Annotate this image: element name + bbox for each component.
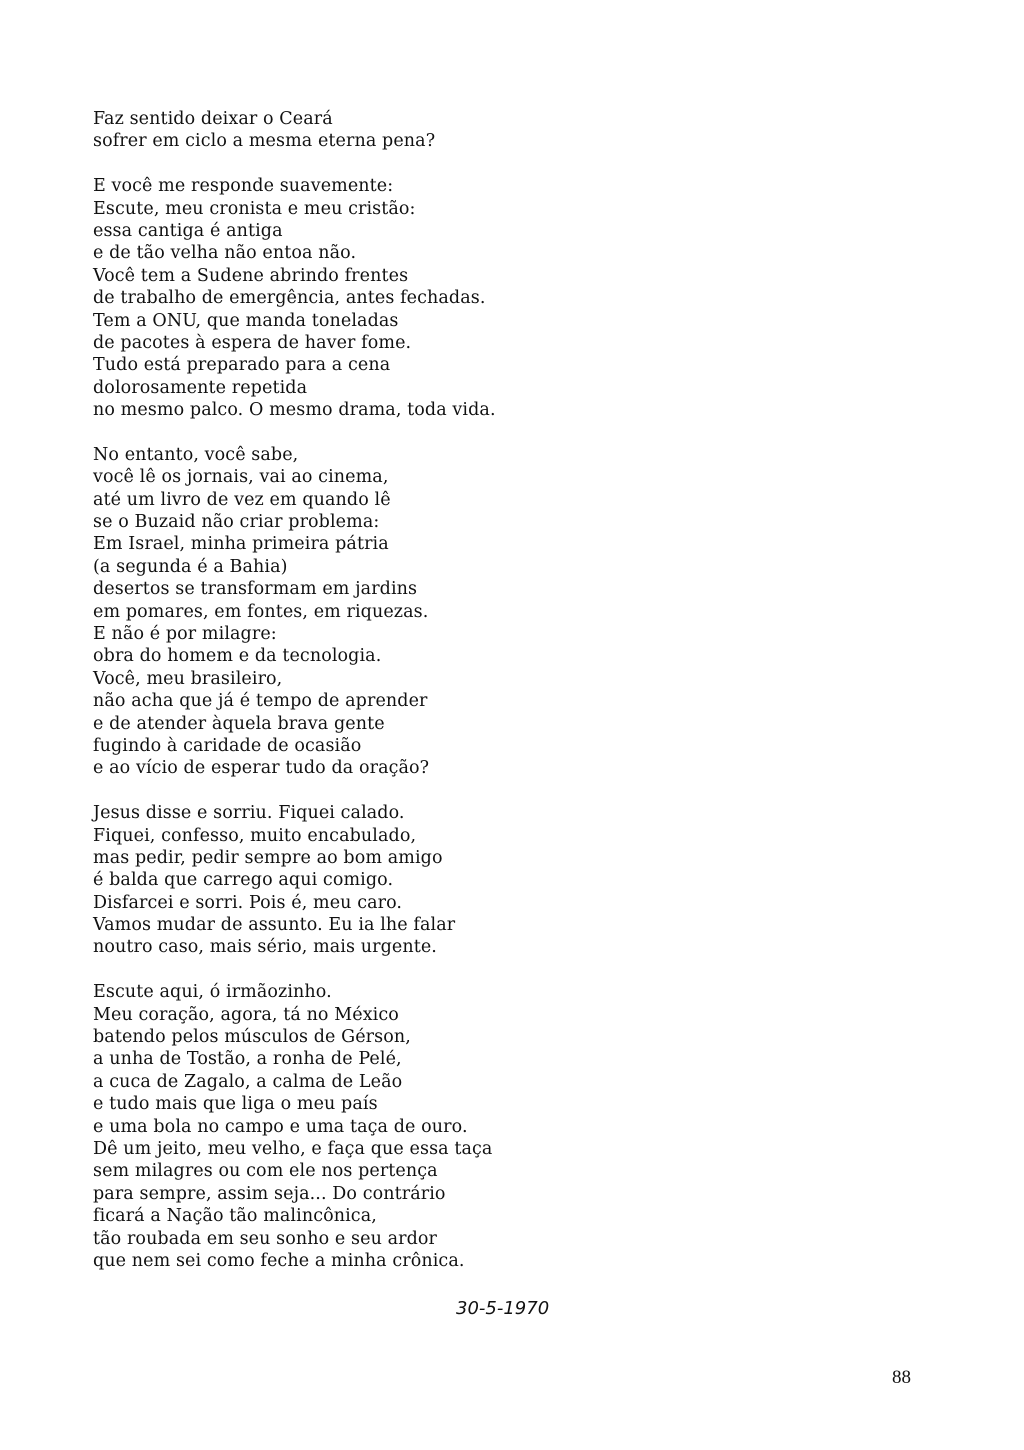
poem-line: Jesus disse e sorriu. Fiquei calado.	[93, 803, 405, 824]
poem-line: batendo pelos músculos de Gérson,	[93, 1027, 411, 1048]
poem-line: a unha de Tostão, a ronha de Pelé,	[93, 1049, 402, 1070]
poem-line: e uma bola no campo e uma taça de ouro.	[93, 1116, 468, 1137]
poem-line: em pomares, em fontes, em riquezas.	[93, 601, 429, 622]
poem-line: Vamos mudar de assunto. Eu ia lhe falar	[93, 915, 456, 936]
poem-line: não acha que já é tempo de aprender	[93, 691, 428, 712]
poem-line: Meu coração, agora, tá no México	[93, 1004, 399, 1025]
poem-line: E você me responde suavemente:	[93, 176, 394, 197]
stanza-2	[93, 175, 793, 421]
poem-line: fugindo à caridade de ocasião	[93, 735, 362, 756]
poem-line: no mesmo palco. O mesmo drama, toda vida.	[93, 400, 496, 421]
stanza-5	[93, 981, 793, 1272]
poem-line: Tudo está preparado para a cena	[93, 355, 391, 376]
poem-line: Em Israel, minha primeira pátria	[93, 534, 389, 555]
stanza-3	[93, 444, 793, 780]
poem-line: se o Buzaid não criar problema:	[93, 512, 380, 533]
poem-line: Dê um jeito, meu velho, e faça que essa taça	[93, 1138, 493, 1159]
poem-line: Você tem a Sudene abrindo frentes	[93, 265, 409, 286]
poem-line: sofrer em ciclo a mesma eterna pena?	[93, 131, 436, 152]
poem-line: Você, meu brasileiro,	[93, 668, 283, 689]
poem-line: e de atender àquela brava gente	[93, 713, 385, 734]
poem-line: noutro caso, mais sério, mais urgente.	[93, 937, 437, 958]
poem-line: sem milagres ou com ele nos pertença	[93, 1161, 438, 1182]
poem-line: e de tão velha não entoa não.	[93, 243, 357, 264]
poem-line: (a segunda é a Bahia)	[93, 556, 288, 577]
poem-line: você lê os jornais, vai ao cinema,	[93, 467, 389, 488]
poem-line: até um livro de vez em quando lê	[93, 489, 391, 510]
poem-line: Fiquei, confesso, muito encabulado,	[93, 825, 417, 846]
poem-line: obra do homem e da tecnologia.	[93, 646, 382, 667]
poem-line: Tem a ONU, que manda toneladas	[93, 310, 399, 331]
page-number: 88	[892, 1367, 911, 1388]
stanza-1	[93, 108, 793, 153]
poem-line: dolorosamente repetida	[93, 377, 308, 398]
poem-line: tão roubada em seu sonho e seu ardor	[93, 1228, 438, 1249]
poem-line: de pacotes à espera de haver fome.	[93, 332, 412, 353]
poem-body	[93, 108, 793, 1295]
poem-line: Faz sentido deixar o Ceará	[93, 109, 333, 129]
poem-line: E não é por milagre:	[93, 623, 277, 644]
poem-line: é balda que carrego aqui comigo.	[93, 870, 394, 891]
poem-line: a cuca de Zagalo, a calma de Leão	[93, 1071, 403, 1092]
poem-line: de trabalho de emergência, antes fechadas.	[93, 288, 486, 309]
poem-line: e ao vício de esperar tudo da oração?	[93, 758, 430, 779]
poem-line: Escute aqui, ó irmãozinho.	[93, 982, 332, 1003]
poem-line: que nem sei como feche a minha crônica.	[93, 1250, 465, 1271]
poem-line: Escute, meu cronista e meu cristão:	[93, 198, 416, 219]
poem-line: Disfarcei e sorri. Pois é, meu caro.	[93, 892, 403, 913]
stanza-4	[93, 802, 793, 959]
poem-line: mas pedir, pedir sempre ao bom amigo	[93, 847, 443, 868]
poem-line: ficará a Nação tão malincônica,	[93, 1206, 377, 1227]
poem-line: e tudo mais que liga o meu país	[93, 1094, 378, 1115]
poem-line: desertos se transformam em jardins	[93, 579, 418, 600]
poem-line: para sempre, assim seja... Do contrário	[93, 1183, 446, 1204]
poem-line: No entanto, você sabe,	[93, 444, 299, 465]
chronicle-date: 30-5-1970	[456, 1298, 550, 1319]
poem-line: essa cantiga é antiga	[93, 220, 283, 241]
